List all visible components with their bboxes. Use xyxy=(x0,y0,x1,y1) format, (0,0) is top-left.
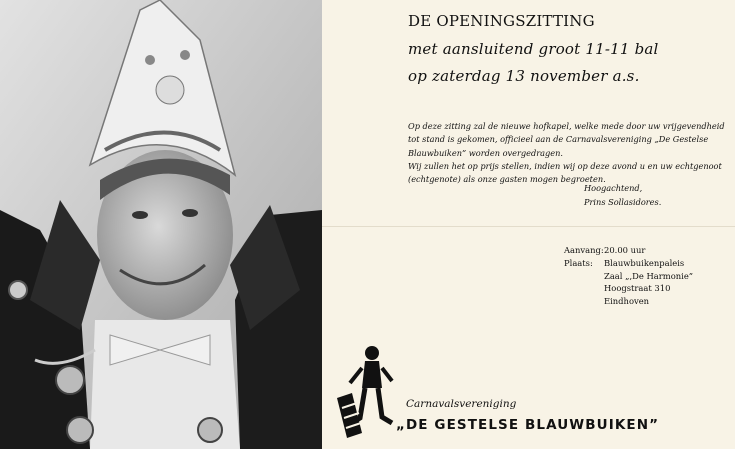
plaats-line: Eindhoven xyxy=(604,296,650,307)
aanvang-label: Aanvang: xyxy=(564,245,604,255)
prince-photo xyxy=(0,0,322,449)
event-details xyxy=(564,244,693,308)
invitation-text-panel xyxy=(322,0,735,449)
headline-date: op zaterdag 13 november a.s. xyxy=(408,67,640,85)
signature: Prins Sollasidores. xyxy=(584,197,662,207)
detail-row-start xyxy=(564,244,693,257)
plaats-line: Hoogstraat 310 xyxy=(604,283,671,294)
body-paragraph-2: Wij zullen het op prijs stellen, indien wij op deze avond u en uw echtgenoot (echtgenote) als onze gasten mogen begroeten. xyxy=(408,160,722,185)
headline-subtitle: met aansluitend groot 11-11 bal xyxy=(408,40,659,58)
plaats-line: Blauwbuikenpaleis xyxy=(604,257,685,268)
body-paragraph-1: Op deze zitting zal de nieuwe hofkapel, welke mede door uw vrijgevendheid tot stand is gekomen, officieel aan de Carnavalsvereniging „De Gestelse Blauwbuiken” worden overgedragen. xyxy=(408,121,725,158)
plaats-values xyxy=(604,257,693,308)
organization-name: „DE GESTELSE BLAUWBUIKEN” xyxy=(396,417,660,433)
organization-type: Carnavalsvereniging xyxy=(406,398,517,410)
plaats-line: Zaal „,De Harmonie” xyxy=(604,270,694,281)
invitation-body xyxy=(408,120,730,186)
prince-portrait-image xyxy=(0,0,322,449)
fold-line xyxy=(322,226,735,227)
aanvang-value: 20.00 uur xyxy=(604,245,646,255)
detail-row-location xyxy=(564,257,693,308)
headline-title: DE OPENINGSZITTING xyxy=(408,12,595,30)
plaats-label: Plaats: xyxy=(564,257,593,268)
greeting: Hoogachtend, xyxy=(584,183,643,193)
